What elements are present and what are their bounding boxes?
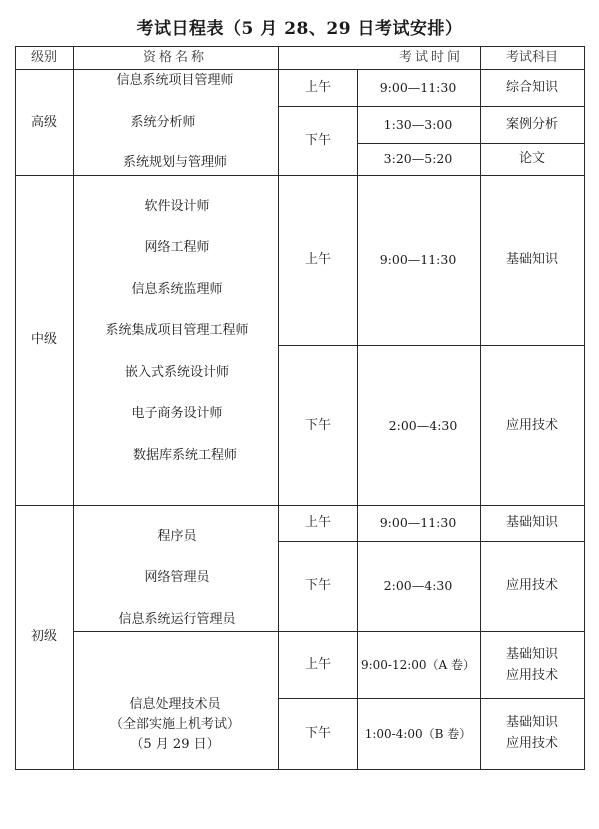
- senior-pm-period: 下午: [304, 133, 332, 148]
- table-border-left: [15, 46, 16, 770]
- table-border-top: [15, 46, 584, 47]
- middle-am-period: 上午: [304, 252, 332, 267]
- header-subject: 考试科目: [505, 50, 559, 65]
- middle-am-subject: 基础知识: [505, 252, 559, 267]
- header-divider: [15, 69, 584, 70]
- senior-level: 高级: [30, 115, 58, 130]
- junior-infoproc-divider: [73, 631, 584, 632]
- junior-cert-3: 信息系统运行管理员: [118, 612, 236, 627]
- junior-am-time: 9:00—11:30: [379, 515, 457, 530]
- senior-cert-3: 系统规划与管理师: [122, 155, 228, 170]
- header-time: 考试时间: [398, 50, 464, 65]
- senior-cert-1: 信息系统项目管理师: [116, 73, 234, 88]
- senior-middle-divider: [15, 175, 584, 176]
- senior-cert-2: 系统分析师: [130, 115, 196, 130]
- infoproc-am-subject-1: 基础知识: [505, 647, 559, 662]
- middle-junior-divider: [15, 505, 584, 506]
- header-cert: 资格名称: [142, 50, 208, 65]
- senior-am-period: 上午: [304, 80, 332, 95]
- page-title: 考试日程表（5 月 28、29 日考试安排）: [136, 19, 463, 39]
- period-time-divider: [357, 69, 358, 770]
- infoproc-pm-subject-2: 应用技术: [505, 736, 559, 751]
- middle-pm-time: 2:00—4:30: [388, 418, 458, 433]
- infoproc-pm-time: 1:00-4:00（B 卷）: [364, 727, 472, 741]
- infoproc-am-time: 9:00-12:00（A 卷）: [360, 658, 476, 672]
- infoproc-cert-name: 信息处理技术员: [129, 697, 221, 712]
- middle-cert-7: 数据库系统工程师: [132, 448, 238, 463]
- senior-pm-subject-2: 论文: [518, 151, 546, 166]
- middle-am-pm-divider: [278, 345, 584, 346]
- table-border-right: [584, 46, 585, 770]
- middle-cert-2: 网络工程师: [144, 240, 210, 255]
- middle-cert-5: 嵌入式系统设计师: [124, 365, 230, 380]
- junior-am-subject: 基础知识: [505, 515, 559, 530]
- infoproc-am-period: 上午: [304, 657, 332, 672]
- junior-pm-time: 2:00—4:30: [383, 578, 453, 593]
- infoproc-cert-date: （5 月 29 日）: [130, 737, 220, 752]
- table-border-bottom: [15, 769, 584, 770]
- junior-cert-2: 网络管理员: [144, 570, 210, 585]
- senior-pm-subject-1: 案例分析: [505, 117, 559, 132]
- middle-cert-4: 系统集成项目管理工程师: [105, 323, 249, 338]
- junior-level: 初级: [30, 629, 58, 644]
- junior-am-pm-divider: [278, 541, 584, 542]
- middle-pm-period: 下午: [304, 418, 332, 433]
- senior-pm-split: [357, 143, 584, 144]
- cert-time-divider: [278, 46, 279, 770]
- middle-pm-subject: 应用技术: [505, 418, 559, 433]
- middle-cert-1: 软件设计师: [144, 199, 210, 214]
- senior-pm-time-1: 1:30—3:00: [383, 117, 453, 132]
- junior-cert-1: 程序员: [157, 529, 197, 544]
- infoproc-am-subject-2: 应用技术: [505, 668, 559, 683]
- middle-level: 中级: [30, 332, 58, 347]
- infoproc-pm-subject-1: 基础知识: [505, 715, 559, 730]
- junior-pm-period: 下午: [304, 578, 332, 593]
- middle-am-time: 9:00—11:30: [379, 252, 457, 267]
- middle-cert-6: 电子商务设计师: [131, 406, 223, 421]
- level-cert-divider: [73, 46, 74, 770]
- senior-am-pm-divider: [278, 106, 584, 107]
- infoproc-pm-period: 下午: [304, 726, 332, 741]
- header-level: 级别: [30, 50, 58, 65]
- time-subject-divider: [480, 46, 481, 770]
- senior-am-time: 9:00—11:30: [379, 80, 457, 95]
- senior-am-subject: 综合知识: [505, 80, 559, 95]
- infoproc-cert-note: （全部实施上机考试）: [109, 717, 241, 732]
- middle-cert-3: 信息系统监理师: [131, 282, 223, 297]
- junior-am-period: 上午: [304, 515, 332, 530]
- senior-pm-time-2: 3:20—5:20: [383, 151, 453, 166]
- infoproc-am-pm-divider: [278, 698, 584, 699]
- junior-pm-subject: 应用技术: [505, 578, 559, 593]
